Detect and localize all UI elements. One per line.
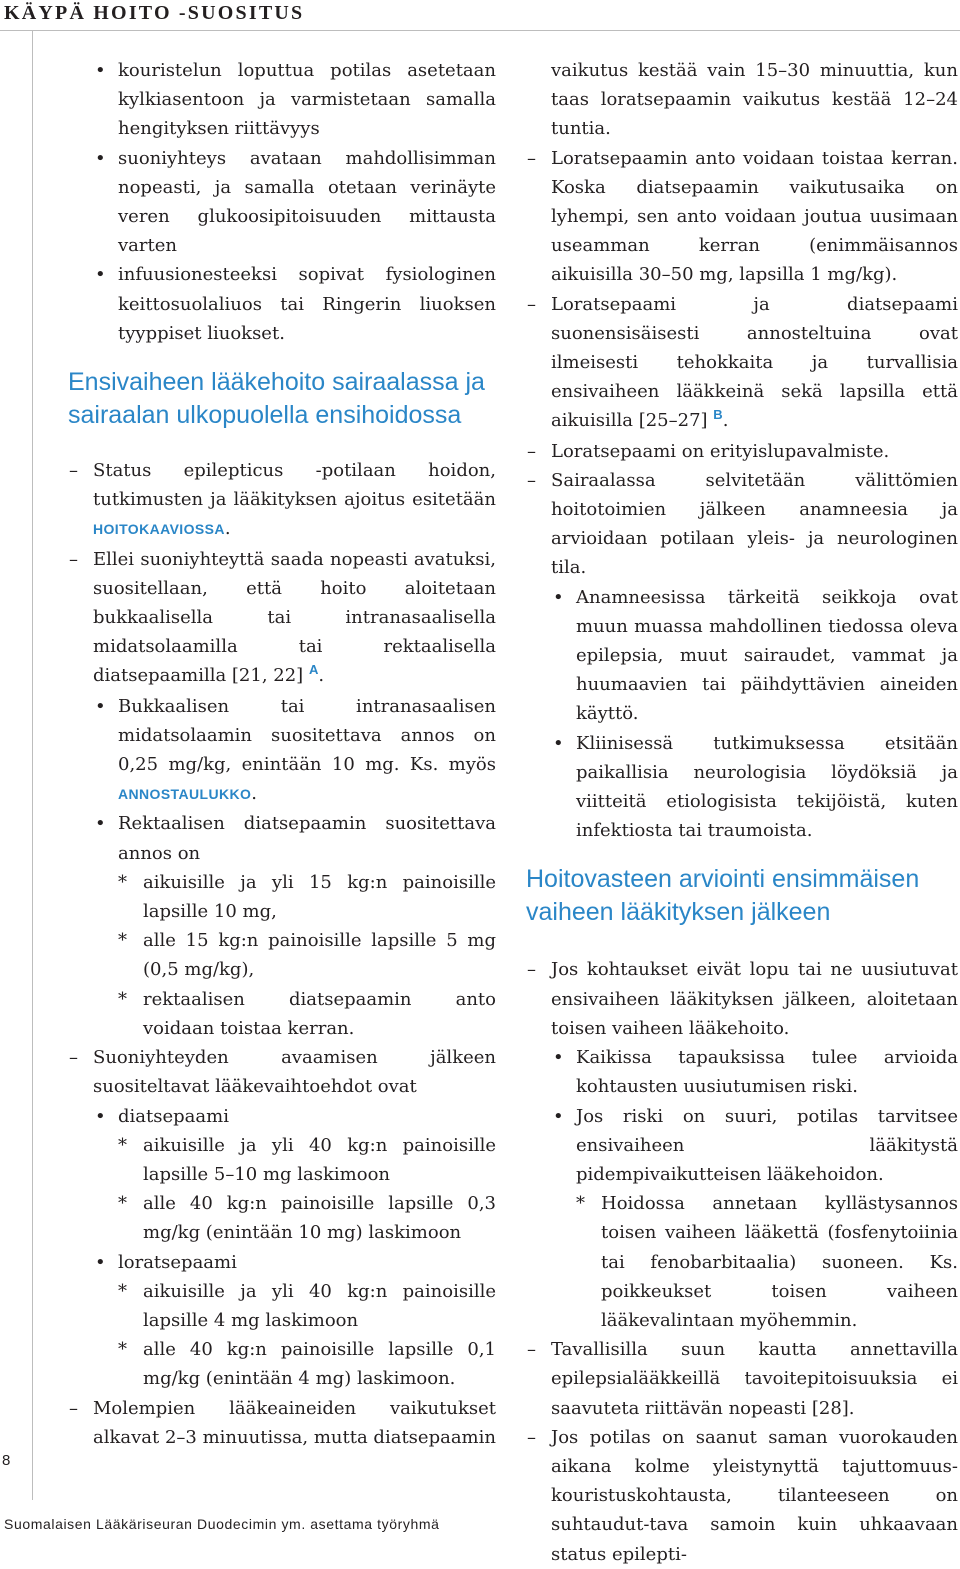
header-rule <box>0 30 960 31</box>
list-item: – Loratsepaamin anto voidaan toistaa kerran. Koska diatsepaamin vaikutusaika on lyhempi, sen anto voidaan joutua uusimaan useamman kerran (enimmäisannos aikuisilla 30–50 mg, lapsilla 1 mg/kg). <box>527 147 958 286</box>
evidence-grade-badge[interactable]: A <box>308 662 319 678</box>
list-item-text: alle 15 kg:n painoisille lapsille 5 mg (0,5 mg/kg), <box>143 930 496 981</box>
list-item-text: Hoidossa annetaan kyllästysannos toisen vaiheen lääkettä (fosfenytoiinia tai fenobarbitaalia) suoneen. Ks. poikkeukset toisen vaiheen lääkevalintaan myöhemmin. <box>601 1193 958 1331</box>
list-item: * alle 40 kg:n painoisille lapsille 0,3 mg/kg (enintään 10 mg) laskimoon <box>118 1193 496 1244</box>
section-heading: Ensivaiheen lääkehoito sairaalassa ja sairaalan ulkopuolella ensihoidossa <box>68 368 485 430</box>
list-item: – Jos kohtaukset eivät lopu tai ne uusiutuvat ensivaiheen lääkityksen jälkeen, aloitetaan toisen vaiheen lääkehoito. <box>527 959 958 1039</box>
list-item-text: Sairaalassa selvitetään välittömien hoitotoimien jälkeen anamneesia ja arvioidaan potilaan yleis- ja neurologinen tila. <box>551 469 958 579</box>
list-item: – Loratsepaami on erityislupavalmiste. <box>527 440 890 462</box>
list-item: – Ellei suoniyhteyttä saada nopeasti avatuksi, suositellaan, että hoito aloitetaan bukkaalisella tai intranasaalisella midatsolaamilla tai rektaalisella diatsepaamilla [21, 22] $^A$. <box>69 548 496 687</box>
list-item: – Status epilepticus -potilaan hoidon, tutkimusten ja lääkityksen ajoitus esitetään HOITOKAAVIOSSA. <box>69 460 496 540</box>
list-item: – Loratsepaami ja diatsepaami suonensisäisesti annosteltuina ovat ilmeisesti tehokkaita ja turvallisia ensivaiheen lääkkeinä sekä lapsilla että aikuisilla [25–27] $^B$. <box>527 293 958 432</box>
list-item-text: Ellei suoniyhteyttä saada nopeasti avatuksi, suositellaan, että hoito aloitetaan bukkaalisella tai intranasaalisella midatsolaamilla tai rektaalisella diatsepaamilla [21, 22] <box>93 548 496 687</box>
list-item-text: loratsepaami <box>118 1251 237 1273</box>
list-item-text: Loratsepaami on erityislupavalmiste. <box>551 440 890 462</box>
list-item-text: Jos riski on suuri, potilas tarvitsee ensivaiheen lääkitystä pidempivaikutteisen lääkehoidon. <box>576 1105 958 1185</box>
list-item-text: Rektaalisen diatsepaamin suositettava annos on <box>118 813 496 864</box>
list-item: * aikuisille ja yli 40 kg:n painoisille lapsille 5–10 mg laskimoon <box>118 1134 496 1185</box>
list-item: – Tavallisilla suun kautta annettavilla epilepsialääkkeillä tavoitepitoisuuksia ei saavuteta riittävän nopeasti [28]. <box>527 1339 958 1419</box>
list-item: – Molempien lääkeaineiden vaikutukset alkavat 2–3 minuutissa, mutta diatsepaamin <box>69 1397 496 1448</box>
list-item: • Anamneesissa tärkeitä seikkoja ovat muun muassa mahdollinen tiedossa oleva epilepsia, muut sairaudet, vammat ja huumaavien tai päihdyttävien aineiden käyttö. <box>553 586 958 725</box>
list-item-text: infuusionesteeksi sopivat fysiologinen keittosuolaliuos tai Ringerin liuoksen tyyppiset liuokset. <box>118 264 496 344</box>
list-item: • Kaikissa tapauksissa tulee arvioida kohtausten uusiutumisen riski. <box>553 1047 958 1098</box>
list-item: * alle 15 kg:n painoisille lapsille 5 mg (0,5 mg/kg), <box>118 930 496 981</box>
list-item-text: suoniyhteys avataan mahdollisimman nopeasti, ja samalla otetaan verinäyte veren glukoosipitoisuuden mittausta varten <box>118 147 496 257</box>
footer-credit: Suomalaisen Lääkäriseuran Duodecimin ym. asettama työryhmä <box>4 1516 440 1532</box>
right-column <box>526 56 958 1569</box>
list-item: • Rektaalisen diatsepaamin suositettava annos on <box>95 813 496 864</box>
list-item-text: diatsepaami <box>118 1105 229 1127</box>
list-item-text: Loratsepaami ja diatsepaami suonensisäisesti annosteltuina ovat ilmeisesti tehokkaita ja turvallisia ensivaiheen lääkkeinä sekä lapsilla että aikuisilla [25–27] <box>551 293 958 432</box>
list-item: • loratsepaami <box>95 1251 237 1273</box>
list-item: • diatsepaami <box>95 1105 229 1127</box>
list-item-text: aikuisille ja yli 40 kg:n painoisille lapsille 5–10 mg laskimoon <box>143 1134 496 1185</box>
list-item-text: Anamneesissa tärkeitä seikkoja ovat muun muassa mahdollinen tiedossa oleva epilepsia, muut sairaudet, vammat ja huumaavien tai päihdyttävien aineiden käyttö. <box>576 586 958 725</box>
list-item: * Hoidossa annetaan kyllästysannos toisen vaiheen lääkettä (fosfenytoiinia tai fenobarbitaalia) suoneen. Ks. poikkeukset toisen vaiheen lääkevalintaan myöhemmin. <box>576 1193 958 1331</box>
list-item: • infuusionesteeksi sopivat fysiologinen keittosuolaliuos tai Ringerin liuoksen tyyppiset liuokset. <box>95 264 496 344</box>
list-item: • Kliinisessä tutkimuksessa etsitään paikallisia neurologisia löydöksiä ja viitteitä etiologisista tekijöistä, kuten infektiosta tai traumoista. <box>553 732 958 842</box>
list-item-text: Kaikissa tapauksissa tulee arvioida kohtausten uusiutumisen riski. <box>576 1047 958 1098</box>
list-item: * alle 40 kg:n painoisille lapsille 0,1 mg/kg (enintään 4 mg) laskimoon. <box>118 1339 496 1390</box>
list-item-text: Bukkaalisen tai intranasaalisen midatsolaamin suositettava annos on 0,25 mg/kg, enintään 10 mg. Ks. myös <box>118 695 496 776</box>
list-item-text: alle 40 kg:n painoisille lapsille 0,1 mg/kg (enintään 4 mg) laskimoon. <box>143 1339 496 1390</box>
list-item-text: Jos kohtaukset eivät lopu tai ne uusiutuvat ensivaiheen lääkityksen jälkeen, aloitetaan toisen vaiheen lääkehoito. <box>551 959 958 1039</box>
list-item-text: Molempien lääkeaineiden vaikutukset alkavat 2–3 minuutissa, mutta diatsepaamin <box>93 1397 496 1448</box>
list-item-text: aikuisille ja yli 15 kg:n painoisille lapsille 10 mg, <box>143 871 496 923</box>
list-item: – Suoniyhteyden avaamisen jälkeen suositeltavat lääkevaihtoehdot ovat <box>69 1047 496 1098</box>
list-item: • Bukkaalisen tai intranasaalisen midatsolaamin suositettava annos on 0,25 mg/kg, enintään 10 mg. Ks. myös ANNOSTAULUKKO. <box>95 695 496 805</box>
list-item-text: Kliinisessä tutkimuksessa etsitään paikallisia neurologisia löydöksiä ja viitteitä etiologisista tekijöistä, kuten infektiosta tai traumoista. <box>576 732 958 842</box>
list-item: * aikuisille ja yli 15 kg:n painoisille lapsille 10 mg, <box>118 871 496 923</box>
section-heading: Hoitovasteen arviointi ensimmäisen vaiheen lääkityksen jälkeen <box>526 865 920 927</box>
list-item-text: Status epilepticus -potilaan hoidon, tutkimusten ja lääkityksen ajoitus esitetään <box>93 460 496 511</box>
list-item: – Jos potilas on saanut saman vuorokauden aikana kolme yleistynyttä tajuttomuus-kouristuskohtausta, tilanteeseen on suhtaudut-tava samoin kuin uhkaavaan status epilepti- <box>527 1426 958 1565</box>
list-item-text: rektaalisen diatsepaamin anto voidaan toistaa kerran. <box>143 988 496 1039</box>
list-item-text: kouristelun loputtua potilas asetetaan kylkiasentoon ja varmistetaan samalla hengityksen riittävyys <box>118 60 496 140</box>
list-item-text: Tavallisilla suun kautta annettavilla epilepsialääkkeillä tavoitepitoisuuksia ei saavuteta riittävän nopeasti [28]. <box>551 1339 958 1419</box>
list-item: • Jos riski on suuri, potilas tarvitsee ensivaiheen lääkitystä pidempivaikutteisen lääkehoidon. <box>553 1105 958 1185</box>
margin-rule <box>32 30 33 1500</box>
list-item-text: vaikutus kestää vain 15–30 minuuttia, kun taas loratsepaamin vaikutus kestää 12–24 tuntia. <box>551 60 958 140</box>
list-item-text: alle 40 kg:n painoisille lapsille 0,3 mg/kg (enintään 10 mg) laskimoon <box>143 1193 496 1244</box>
list-item-text: Suoniyhteyden avaamisen jälkeen suositeltavat lääkevaihtoehdot ovat <box>93 1047 496 1098</box>
list-item: • kouristelun loputtua potilas asetetaan kylkiasentoon ja varmistetaan samalla hengityksen riittävyys <box>95 60 496 140</box>
left-column <box>68 56 496 1452</box>
list-item: • suoniyhteys avataan mahdollisimman nopeasti, ja samalla otetaan verinäyte veren glukoosipitoisuuden mittausta varten <box>95 147 496 257</box>
running-header: KÄYPÄ HOITO -SUOSITUS <box>4 2 305 24</box>
hoitokaavio-link[interactable]: HOITOKAAVIOSSA <box>93 521 225 538</box>
list-item: – Sairaalassa selvitetään välittömien hoitotoimien jälkeen anamneesia ja arvioidaan potilaan yleis- ja neurologinen tila. <box>527 469 958 579</box>
list-item <box>526 56 958 144</box>
list-item: * rektaalisen diatsepaamin anto voidaan toistaa kerran. <box>118 988 496 1039</box>
page-number: 8 <box>2 1452 11 1469</box>
list-item: * aikuisille ja yli 40 kg:n painoisille lapsille 4 mg laskimoon <box>118 1280 496 1331</box>
annostaulukko-link[interactable]: ANNOSTAULUKKO <box>118 786 252 803</box>
list-item-text: aikuisille ja yli 40 kg:n painoisille lapsille 4 mg laskimoon <box>143 1280 496 1331</box>
list-item-text: Loratsepaamin anto voidaan toistaa kerran. Koska diatsepaamin vaikutusaika on lyhempi, sen anto voidaan joutua uusimaan useamman kerran (enimmäisannos aikuisilla 30–50 mg, lapsilla 1 mg/kg). <box>551 147 958 286</box>
list-item-text: Jos potilas on saanut saman vuorokauden aikana kolme yleistynyttä tajuttomuus-kouristuskohtausta, tilanteeseen on suhtaudut-tava samoin kuin uhkaavaan status epilepti- <box>551 1426 958 1565</box>
evidence-grade-badge[interactable]: B <box>713 407 723 423</box>
